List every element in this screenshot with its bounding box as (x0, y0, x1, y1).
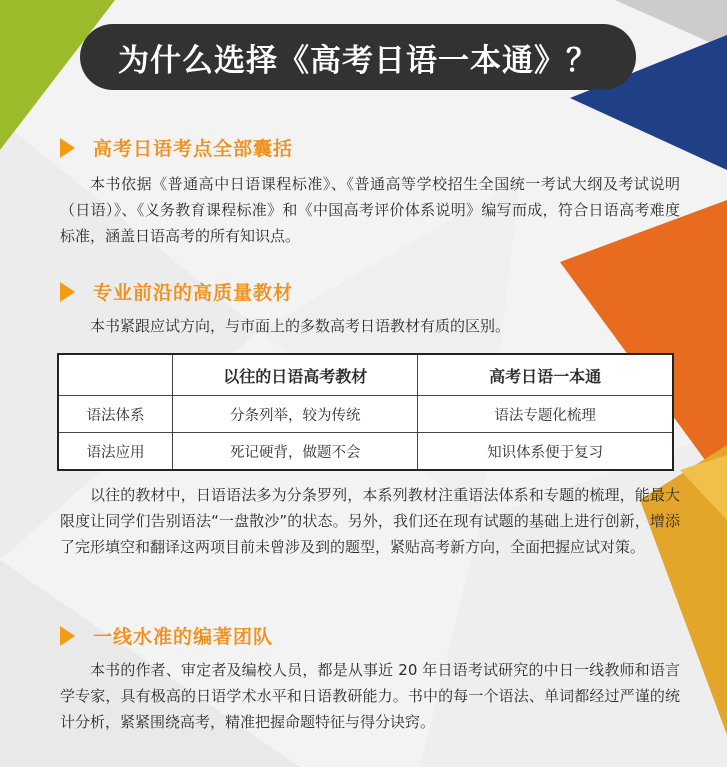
table-cell: 语法体系 (58, 396, 173, 433)
arrow-icon (60, 282, 75, 302)
section-paragraph: 本书的作者、审定者及编校人员，都是从事近 20 年日语考试研究的中日一线教师和语言学专家，具有极高的日语学术水平和日语教研能力。书中的每一个语法、单词都经过严谨的统计分析，紧紧围绕高考，精准把握命题特征与得分诀窍。 (60, 661, 680, 731)
table-cell: 语法应用 (58, 433, 173, 471)
table-cell: 知识体系便于复习 (418, 433, 673, 471)
table-header-cell (58, 354, 173, 396)
section-paragraph: 本书依据《普通高中日语课程标准》、《普通高等学校招生全国统一考试大纲及考试说明（日语）》、《义务教育课程标准》和《中国高考评价体系说明》编写而成，符合日语高考难度标准，涵盖日语高考的所有知识点。 (60, 175, 680, 245)
section-paragraph: 本书紧跟应试方向，与市面上的多数高考日语教材有质的区别。 (90, 317, 511, 335)
table-header-row (58, 354, 673, 396)
section-heading-3 (60, 622, 273, 649)
section-heading-1 (60, 134, 293, 161)
table-cell: 语法专题化梳理 (418, 396, 673, 433)
section-paragraph: 以往的教材中，日语语法多为分条罗列，本系列教材注重语法体系和专题的梳理，能最大限度让同学们告别语法“一盘散沙”的状态。另外，我们还在现有试题的基础上进行创新，增添了完形填空和翻译这两项目前未曾涉及到的题型，紧贴高考新方向，全面把握应试对策。 (60, 486, 680, 556)
arrow-icon (60, 138, 75, 158)
table-row (58, 396, 673, 433)
table-cell: 分条列举，较为传统 (173, 396, 418, 433)
section-heading-2 (60, 278, 293, 305)
comparison-table (57, 353, 674, 471)
section-title: 专业前沿的高质量教材 (93, 282, 294, 304)
page-title: 为什么选择《高考日语一本通》？ (80, 24, 636, 90)
section-title: 高考日语考点全部囊括 (93, 138, 294, 160)
table-header-cell: 以往的日语高考教材 (173, 354, 418, 396)
table-cell: 死记硬背，做题不会 (173, 433, 418, 471)
section-title: 一线水准的编著团队 (93, 626, 274, 648)
table-header-cell: 高考日语一本通 (418, 354, 673, 396)
arrow-icon (60, 626, 75, 646)
table-row (58, 433, 673, 471)
